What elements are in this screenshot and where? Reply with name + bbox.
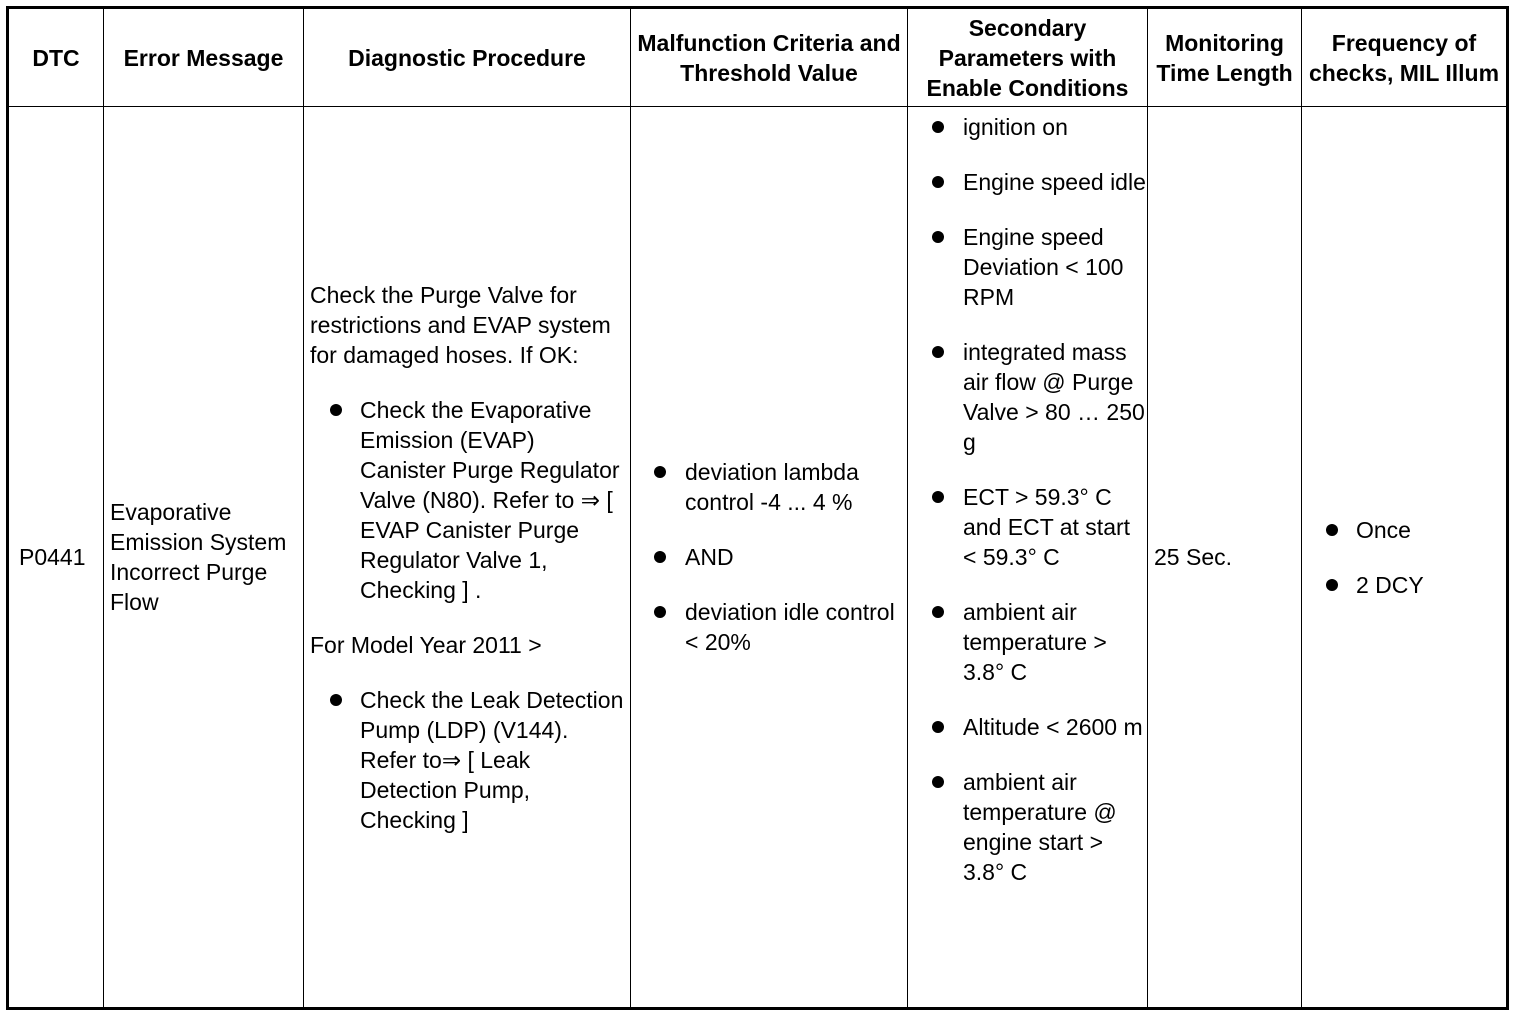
- list-item: [631, 542, 907, 572]
- procedure-list: [310, 685, 626, 835]
- list-item: [631, 597, 907, 657]
- secondary-text: ECT > 59.3° C and ECT at start < 59.3° C: [963, 484, 1131, 570]
- header-dtc: DTC: [8, 8, 104, 107]
- bullet-icon: [330, 404, 342, 416]
- secondary-text: integrated mass air flow @ Purge Valve > 80 … 250 g: [963, 339, 1145, 455]
- list-item: [908, 112, 1147, 142]
- malfunction-text: deviation lambda control -4 ... 4 %: [685, 459, 859, 515]
- secondary-text: ignition on: [963, 114, 1068, 140]
- malfunction-list: [631, 457, 907, 657]
- cell-error-message: [104, 107, 304, 1009]
- dtc-table: [6, 6, 1509, 1010]
- procedure-model-year: For Model Year 2011 >: [310, 631, 542, 658]
- secondary-text: ambient air temperature > 3.8° C: [963, 599, 1107, 685]
- list-item: [631, 457, 907, 517]
- header-malfunction-criteria: Malfunction Criteria and Threshold Value: [631, 8, 908, 107]
- bullet-icon: [932, 721, 944, 733]
- bullet-icon: [932, 231, 944, 243]
- cell-dtc: [8, 107, 104, 1009]
- header-frequency: Frequency of checks, MIL Illum: [1302, 8, 1508, 107]
- cell-diagnostic-procedure: [304, 107, 631, 1009]
- bullet-icon: [932, 176, 944, 188]
- header-monitoring-time: Monitoring Time Length: [1148, 8, 1302, 107]
- bullet-icon: [654, 466, 666, 478]
- list-item: [908, 597, 1147, 687]
- error-message-text: Evaporative Emission System Incorrect Purge Flow: [110, 499, 287, 615]
- bullet-icon: [654, 551, 666, 563]
- procedure-bullet-text: Check the Leak Detection Pump (LDP) (V144). Refer to⇒ [ Leak Detection Pump, Checking ]: [360, 686, 624, 833]
- bullet-icon: [932, 121, 944, 133]
- list-item: [908, 767, 1147, 887]
- malfunction-text: deviation idle control < 20%: [685, 599, 895, 655]
- secondary-text: Engine speed idle: [963, 169, 1146, 195]
- header-diagnostic-procedure: Diagnostic Procedure: [304, 8, 631, 107]
- bullet-icon: [932, 491, 944, 503]
- list-item: [1302, 515, 1506, 545]
- bullet-icon: [1326, 579, 1338, 591]
- cell-monitoring-time: [1148, 107, 1302, 1009]
- malfunction-text: AND: [685, 544, 734, 570]
- header-secondary-parameters: Secondary Parameters with Enable Conditions: [908, 8, 1148, 107]
- bullet-icon: [1326, 524, 1338, 536]
- cell-secondary-parameters: [908, 107, 1148, 1009]
- list-item: [908, 712, 1147, 742]
- cell-malfunction-criteria: [631, 107, 908, 1009]
- bullet-icon: [654, 606, 666, 618]
- list-item: [908, 482, 1147, 572]
- list-item: [310, 395, 626, 605]
- frequency-list: [1302, 515, 1506, 600]
- frequency-text: Once: [1356, 516, 1411, 543]
- procedure-list: [310, 395, 626, 605]
- list-item: [1302, 570, 1506, 600]
- list-item: [908, 337, 1147, 457]
- secondary-text: ambient air temperature @ engine start > 3.8° C: [963, 769, 1117, 885]
- table-row: [8, 107, 1508, 1009]
- header-error-message: Error Message: [104, 8, 304, 107]
- secondary-text: Altitude < 2600 m: [963, 714, 1143, 740]
- list-item: [908, 167, 1147, 197]
- dtc-code: P0441: [19, 544, 86, 570]
- secondary-list: [908, 112, 1147, 887]
- procedure-bullet-text: Check the Evaporative Emission (EVAP) Canister Purge Regulator Valve (N80). Refer to ⇒ [ EVAP Canister Purge Regulator Valve 1, Checking ] .: [360, 396, 620, 603]
- frequency-text: 2 DCY: [1356, 571, 1424, 598]
- bullet-icon: [932, 606, 944, 618]
- bullet-icon: [932, 776, 944, 788]
- list-item: [310, 685, 626, 835]
- cell-frequency: [1302, 107, 1508, 1009]
- header-row: [8, 8, 1508, 107]
- monitoring-time-text: 25 Sec.: [1154, 544, 1232, 570]
- bullet-icon: [932, 346, 944, 358]
- list-item: [908, 222, 1147, 312]
- procedure-intro: Check the Purge Valve for restrictions and EVAP system for damaged hoses. If OK:: [310, 281, 611, 368]
- secondary-text: Engine speed Deviation < 100 RPM: [963, 224, 1124, 310]
- bullet-icon: [330, 694, 342, 706]
